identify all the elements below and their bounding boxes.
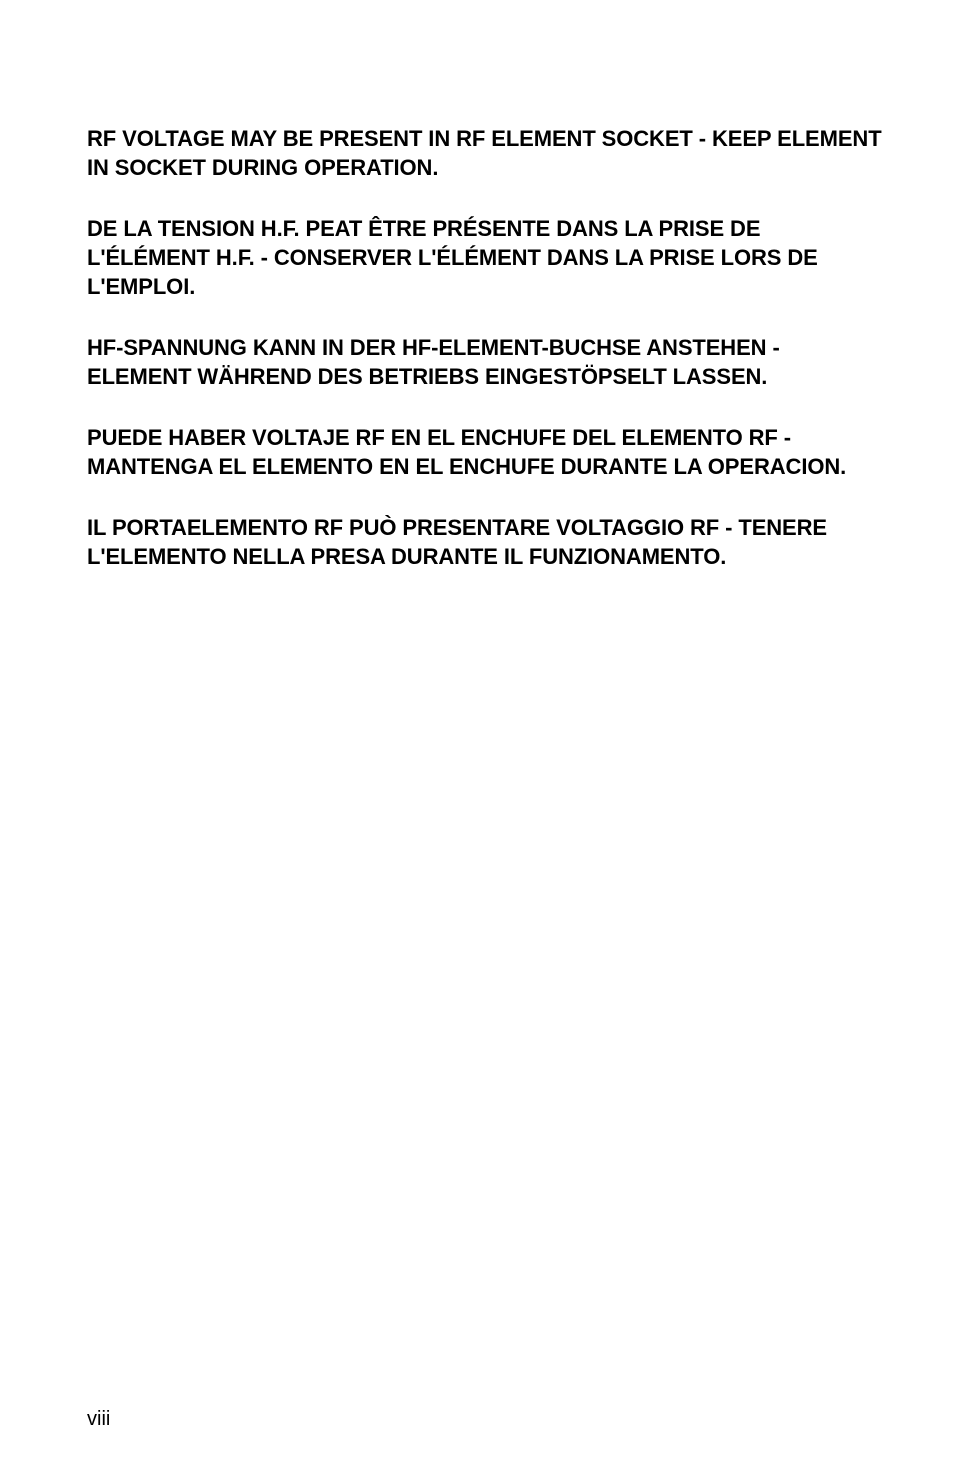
warning-section xyxy=(87,124,887,603)
warning-french: DE LA TENSION H.F. PEAT ÊTRE PRÉSENTE DANS LA PRISE DE L'ÉLÉMENT H.F. - CONSERVER L'ÉLÉMENT DANS LA PRISE LORS DE L'EMPLOI. xyxy=(87,216,818,299)
warning-italian: IL PORTAELEMENTO RF PUÒ PRESENTARE VOLTAGGIO RF - TENERE L'ELEMENTO NELLA PRESA DURANTE IL FUNZIONAMENTO. xyxy=(87,515,827,569)
page-number: viii xyxy=(87,1408,111,1430)
warning-english: RF VOLTAGE MAY BE PRESENT IN RF ELEMENT SOCKET - KEEP ELEMENT IN SOCKET DURING OPERATION. xyxy=(87,126,882,180)
warning-spanish: PUEDE HABER VOLTAJE RF EN EL ENCHUFE DEL ELEMENTO RF - MANTENGA EL ELEMENTO EN EL ENCHUFE DURANTE LA OPERACION. xyxy=(87,425,847,479)
warning-german: HF-SPANNUNG KANN IN DER HF-ELEMENT-BUCHSE ANSTEHEN - ELEMENT WÄHREND DES BETRIEBS EINGESTÖPSELT LASSEN. xyxy=(87,335,780,389)
